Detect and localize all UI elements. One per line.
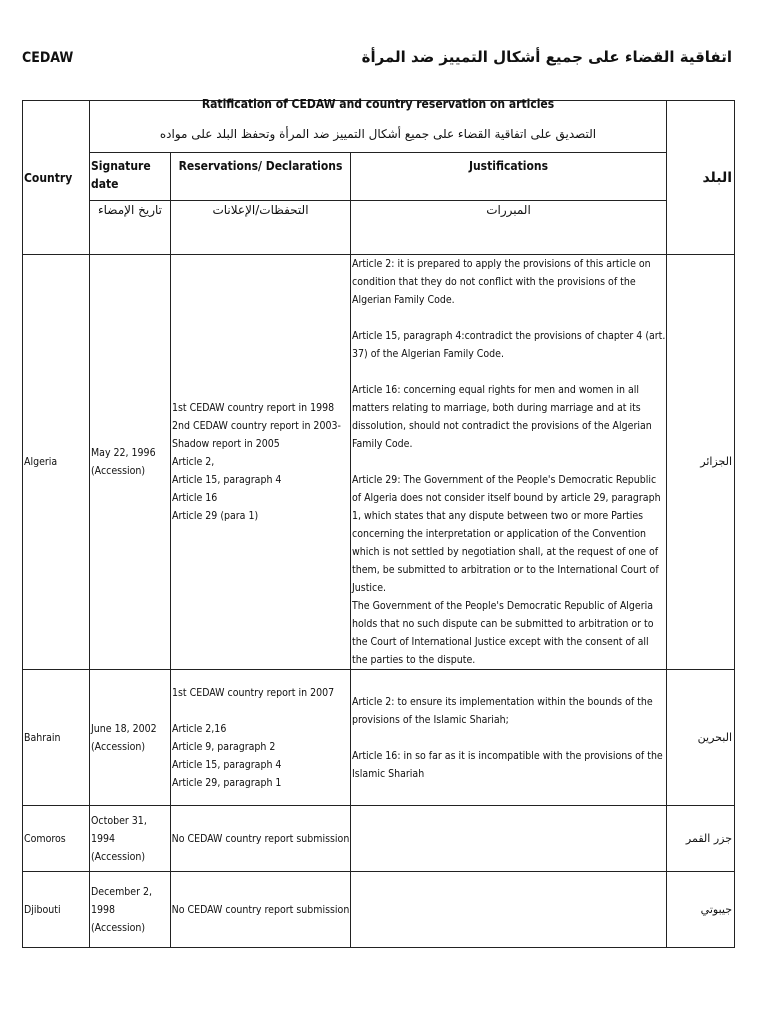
col-header-justifications-ar: المبررات (351, 201, 667, 255)
col-header-signature-ar: تاريخ الإمضاء (90, 201, 171, 255)
reservations-cell: No CEDAW country report submission (171, 806, 351, 872)
justification-paragraph: Article 29: The Government of the People's Democratic Republic of Algeria does not consider itself bound by article 29, paragraph 1, which states that any dispute between two or more Parties concerning the interpretation or application of the Convention which is not settled by negotiation shall, at the request of one of them, be submitted to arbitration or to the International Court of Justice. (352, 474, 661, 594)
signature-date-text: May 22, 1996 (91, 447, 156, 459)
country-name-arabic: البحرين (667, 670, 735, 806)
country-name: Algeria (23, 255, 90, 670)
col-header-justifications-en: Justifications (351, 153, 667, 201)
signature-date-text: June 18, 2002 (91, 722, 157, 735)
table-banner (90, 97, 667, 153)
signature-date (90, 255, 171, 670)
country-name: Bahrain (23, 670, 90, 806)
table-row (23, 806, 735, 872)
table-row (23, 872, 735, 948)
col-header-reservations-ar: التحفظات/الإعلانات (171, 201, 351, 255)
justification-paragraph: Article 2: to ensure its implementation within the bounds of the provisions of the Islamic Shariah; (352, 695, 653, 726)
justification-paragraph: Article 15, paragraph 4:contradict the provisions of chapter 4 (art. 37) of the Algerian Family Code. (352, 330, 666, 360)
reservations-cell (171, 255, 351, 670)
country-name-arabic: الجزائر (667, 255, 735, 670)
reservation-line: Article 29 (para 1) (172, 510, 259, 522)
justifications-cell (351, 255, 667, 670)
signature-type: (Accession) (91, 921, 146, 934)
reservation-line: Shadow report in 2005 (172, 438, 280, 450)
signature-type: (Accession) (91, 740, 146, 753)
reservation-line: 1st CEDAW country report in 2007 (172, 686, 335, 699)
reservation-line: Article 2,16 (172, 722, 227, 735)
justifications-cell (351, 670, 667, 806)
reservation-line: Article 16 (172, 492, 218, 504)
table-row (23, 255, 735, 670)
justification-paragraph: Article 16: concerning equal rights for men and women in all matters relating to marriage, both during marriage and at its dissolution, should not contradict the provisions of the Algerian Family Code. (352, 384, 652, 450)
reservation-line: Article 15, paragraph 4 (172, 474, 282, 486)
reservation-line: 1st CEDAW country report in 1998 (172, 402, 335, 414)
reservation-line: Article 29, paragraph 1 (172, 776, 282, 789)
col-header-reservations-en: Reservations/ Declarations (171, 153, 351, 201)
signature-date-text: December 2, 1998 (91, 885, 153, 916)
country-name-arabic: جيبوتي (667, 872, 735, 948)
signature-date (90, 670, 171, 806)
justification-paragraph: Article 2: it is prepared to apply the provisions of this article on condition that they do not conflict with the provisions of the Algerian Family Code. (352, 258, 651, 306)
country-name: Comoros (23, 806, 90, 872)
table-row (23, 670, 735, 806)
country-name-arabic: جزر القمر (667, 806, 735, 872)
reservations-cell: No CEDAW country report submission (171, 872, 351, 948)
justification-paragraph: The Government of the People's Democratic Republic of Algeria holds that no such dispute can be submitted to arbitration or to the Court of International Justice except with the consent of all the parties to the dispute. (352, 600, 654, 666)
signature-date (90, 872, 171, 948)
reservation-line: Article 15, paragraph 4 (172, 758, 282, 771)
cedaw-table (22, 97, 735, 948)
reservations-cell (171, 670, 351, 806)
signature-date-text: October 31, 1994 (91, 814, 147, 845)
reservation-line: Article 9, paragraph 2 (172, 740, 276, 753)
justifications-cell (351, 872, 667, 948)
signature-type: (Accession) (91, 465, 146, 477)
reservation-line: 2nd CEDAW country report in 2003- (172, 420, 341, 432)
reservation-line: Article 2, (172, 456, 215, 468)
col-header-signature-en: Signature date (90, 153, 171, 201)
justification-paragraph: Article 16: in so far as it is incompatible with the provisions of the Islamic Shariah (352, 749, 663, 780)
page-title-english: CEDAW (22, 50, 74, 66)
signature-type: (Accession) (91, 850, 146, 863)
page-title-arabic: اتفاقية القضاء على جميع أشكال التمييز ضد المرأة (361, 48, 732, 66)
banner-english: Ratification of CEDAW and country reservation on articles (201, 97, 555, 111)
col-header-country-en: Country (23, 101, 90, 255)
col-header-country-ar: البلد (667, 101, 735, 255)
justifications-cell (351, 806, 667, 872)
banner-arabic: التصديق على اتفاقية القضاء على جميع أشكال التمييز ضد المرأة وتحفظ البلد على مواده (159, 127, 597, 141)
signature-date (90, 806, 171, 872)
country-name: Djibouti (23, 872, 90, 948)
